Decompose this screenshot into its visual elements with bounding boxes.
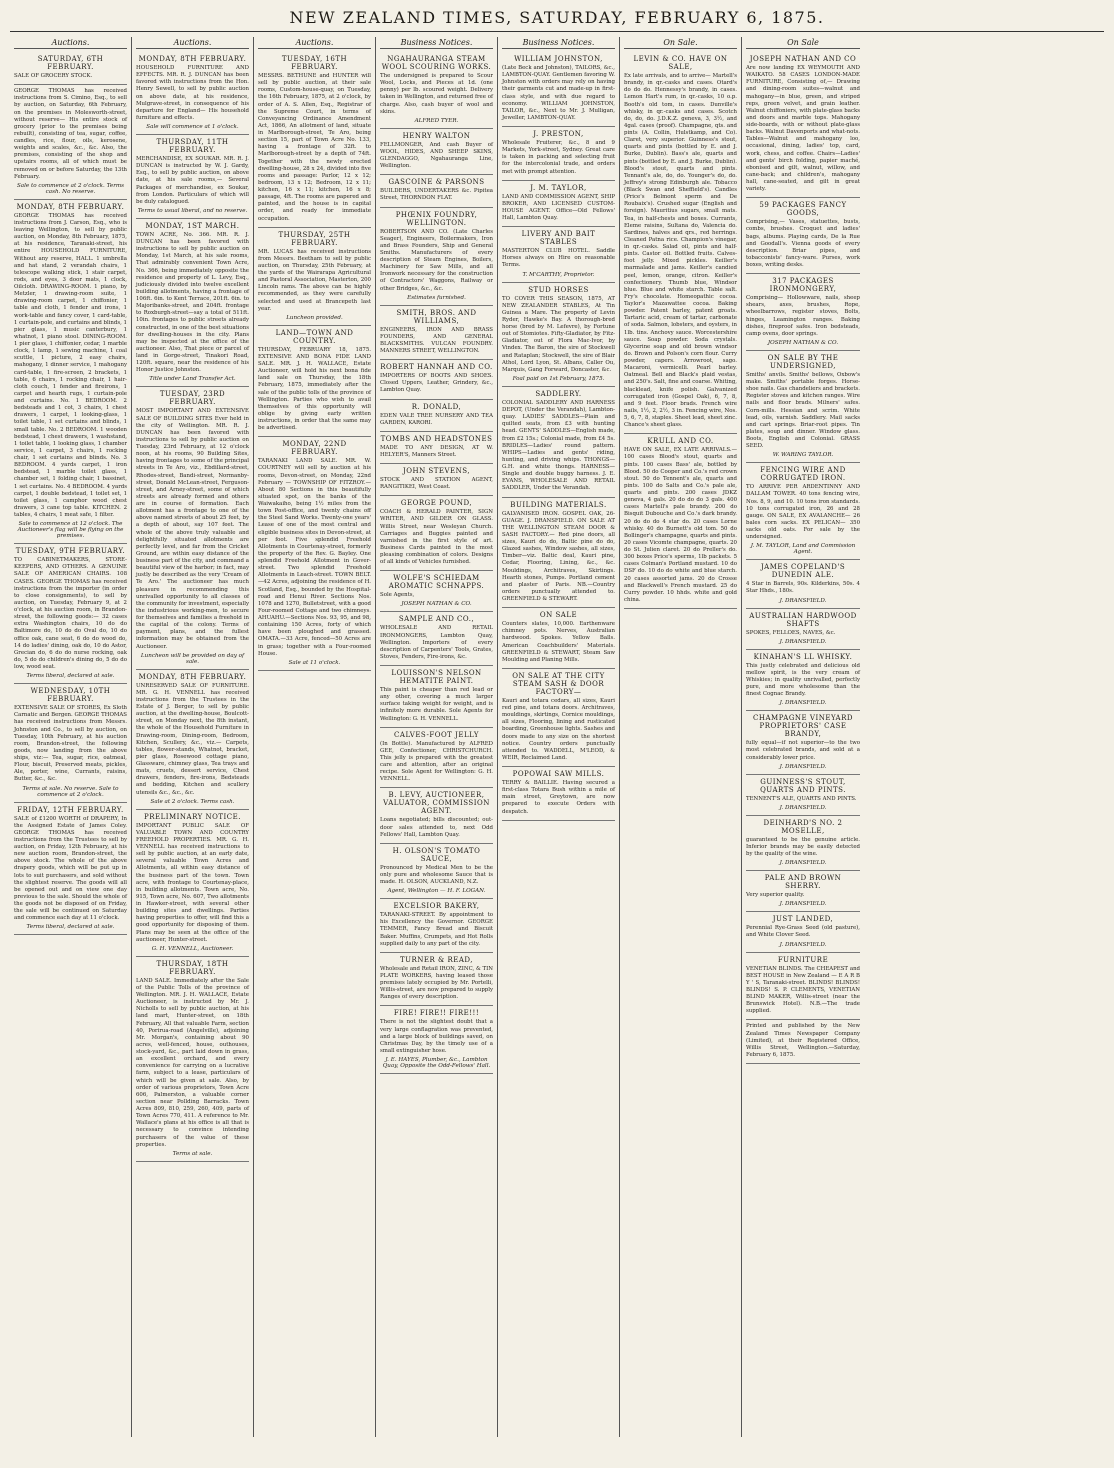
ad-body: TARANAKI LAND SALE. MR. W. COURTNEY will sell by auction at his rooms, Devon-street, on Monday, 22nd February — TOWNSHIP OF FITZROY.—About 80 Sections in this beautifully situated spot, on the banks of the Waiwakaiho, being 1½ miles from the town Post-office, and twenty chains off the Steel Sand Works. Twenty-one years' Lease of one of the most central and eligible business sites in Devon-street, at per foot. Five splendid Freehold Allotments in Courtenay-street, formerly the property of the Rev. G. Bayley. One splendid Freehold Allotment in Gover-street. Two splendid Freehold Allotments in Leach-street. TOWN BELT.—42 Acres, adjoining the residence of H. Scotland, Esq., bounded by the Hospital-road and Henui River. Sections Nos. 1078 and 1270, Bulletstreet, with a good Four-roomed Cottage and two chimneys. AHUAHU.—Sections Nos. 93, 95, and 98, containing 150 Acres, forty of which have been ploughed and grassed. OMATA.—33 Acre, fenced—50 Acres are in grass; together with a Four-roomed House. [258, 458, 371, 657]
column-header: Business Notices. [502, 37, 615, 49]
ad-footer: JOSEPH NATHAN & CO. [767, 339, 839, 346]
ad-title: PRELIMINARY NOTICE. [143, 812, 241, 821]
advertisement [380, 899, 493, 953]
advertisement [746, 351, 860, 463]
ad-body: VENETIAN BLINDS. The CHEAPEST and BEST HOUSE in New Zealand — E A R B Y ' S, Taranaki-street. BLINDS! BLINDS! BLINDS! S. P. CLEMENTS, VENETIAN BLIND MAKER, Willis-street (near the Brunswick Hotel). N.B.—The trade supplied. [746, 965, 860, 1015]
ad-body: fully equal—if not superior—to the two most celebrated brands, and sold at a considerably lower price. [746, 740, 860, 761]
ad-footer: Terms at sale. No reserve. Sale to commence at 2 o'clock. [22, 785, 119, 798]
advertisement [746, 560, 860, 608]
ad-body: GEORGE THOMAS has received instructions from S. Cimino, Esq., to sell by auction, on Saturday, 6th February, on the premises in Molesworth-street, without reserve— His entire stock of grocery (prior to the premises being rebuilt), consisting of tea, sugar, coffee, candles, rice, flour, oils, kerosene, weights and scales, &c., &c. Also, the premises, consisting of the shop and upstairs rooms, all of which must be removed on or before Saturday, the 13th February. [14, 88, 127, 180]
ad-body: guaranteed to be the genuine article. Inferior brands may be easily detected by the quality of the wine. [746, 836, 860, 857]
ad-body: HAVE ON SALE, EX LATE ARRIVALS.— 100 cases Blood's stout, quarts and pints. 100 cases Bass' ale, bottled by Blood. 50 do Cooper and Co.'s red crown stout. 50 do Tennent's ale, quarts and pints. 100 do Salts and Co.'s pale ale, quarts and pints. 200 cases JDKZ geneva, 4 gals. 20 do do do 3 gals. 400 cases Martell's pale brandy. 200 do Bisquit Dubouche and Co.'s dark brandy. 20 do do do 4 star do. 20 cases Lorne whisky. 40 do Burnett's old tom. 50 do Bollinger's champagne, quarts and pints. 20 cases Vicomte champagne, quarts. 20 do St. Julien claret. 20 do Preller's do. 300 boxes Price's sperms, 1lb packets. 5 cases Colman's Portland mustard. 10 do DSF do. 10 do do white and blue starch. 20 cases assorted jams. 20 do Crosse and Blackwell's French mustard. 25 do Curry powder. 10 hhds. white and gold china. [624, 447, 737, 603]
ad-body: IMPORTERS OF BOOTS AND SHOES. Closed Uppers, Leather, Grindery, &c., Lambton Quay. [380, 373, 493, 394]
ad-footer: J. DRANSFIELD. [779, 700, 827, 707]
advertisement [380, 464, 493, 496]
columns-container [10, 37, 1104, 1437]
ad-footer: J. M. TAYLOR, Land and Commission Agent. [750, 543, 856, 556]
ad-body: IMPORTANT PUBLIC SALE OF VALUABLE TOWN AND COUNTRY FREEHOLD PROPERTIES. MR. G. H. VENNELL has received instructions to sell by public auction, at an early date, several valuable Town Acres and Allotments, all within easy distance of the business part of the town. Town acre, with frontage to Courtenay-place, in building allotments. Town acre, No. 915, Town acre, No. 607, Two allotments in Hawker-street, with several other building sites and dwellings. Parties having properties to offer, will find this a good opportunity for disposing of them. Plans may be seen at the office of the auctioneer, Hunter-street. [136, 822, 249, 943]
advertisement [380, 844, 493, 899]
advertisement [502, 498, 615, 609]
ad-body: TERRY & BAILLIE. Having secured a first-class Totara Bush within a mile of main street, Greytown, are now prepared to execute Orders with despatch. [502, 780, 615, 815]
advertisement [136, 810, 249, 957]
ad-title: NGAHAURANGA STEAM WOOL SCOURING WORKS. [381, 55, 492, 71]
ad-title: ON SALE [539, 611, 578, 620]
ad-body: SPOKES, FELLOES, NAVES, &c. [746, 629, 836, 636]
ad-title: EXCELSIOR BAKERY, [393, 902, 480, 911]
ad-footer: Sale at 11 o'clock. [288, 659, 341, 666]
ad-footer: Sale to commence at 12 o'clock. The Auctioneer's flag will be flying on the premises. [17, 521, 124, 540]
ad-body: Are now landing EX WEYMOUTH AND WAIKATO. 58 CASES LONDON-MADE FURNITURE, Consisting of,— Drawing and dining-room suites—walnut and mahogany—in blue, green, and striped reps, green velvet, and grain leather. Walnut chiffoniers, with plate-glass backs and doors and marble tops. Mahogany side-boards, with or without plate-glass backs. Walnut Davenports and what-nots. Tables—Walnut and mahogany loo, occasional, dining, ladies' top, card, work, chess, and coffee. Chairs—Ladies' and gents' birch folding, papier maché, ebonised and gilt, walnut, willow, and cane-back; and children's, mahogany hall, cane-seated, and gilt in great variety. [746, 65, 860, 193]
column [620, 37, 742, 1437]
ad-title: CHAMPAGNE VINEYARD PROPRIETORS' CASE BRANDY, [753, 714, 853, 739]
masthead: NEW ZEALAND TIMES, SATURDAY, FEBRUARY 6, 1875. [10, 8, 1104, 32]
ad-title: MONDAY, 1ST MARCH. [145, 221, 240, 230]
ad-footer: Foal paid on 1st February, 1875. [512, 375, 605, 382]
advertisement [14, 803, 127, 936]
advertisement [136, 52, 249, 135]
ad-body: EDEN VALE TREE NURSERY AND TEA GARDEN, KARORI. [380, 412, 493, 426]
ad-title: FURNITURE [777, 955, 829, 964]
ad-title: STUD HORSES [528, 285, 589, 294]
ad-body: Perennial Rye-Grass Seed (old pasture), and White Clover Seed. [746, 925, 860, 939]
ad-footer: ALFRED TYER. [414, 117, 459, 124]
ad-title: KINAHAN'S LL WHISKY. [753, 652, 853, 661]
advertisement [380, 129, 493, 176]
ad-body: STOCK AND STATION AGENT, RANGITIKEI, West Coast. [380, 477, 493, 491]
advertisement [14, 200, 127, 544]
ad-title: LIVERY AND BAIT STABLES [521, 230, 596, 247]
ad-footer: Terms liberal, declared at sale. [26, 673, 115, 680]
ad-body: LAND AND COMMISSION AGENT, SHIP BROKER, AND LICENSED CUSTOM-HOUSE AGENT. Office—Old Fellows' Hall, Lambton Quay. [502, 193, 615, 221]
ad-body: Very superior quality. [746, 892, 805, 899]
advertisement [258, 437, 371, 671]
ad-footer: J. E. HAYES, Plumber, &c., Lambton Quay, Opposite the Odd-Fellows' Hall. [382, 1057, 491, 1069]
column-header: Business Notices. [380, 37, 493, 49]
ad-title: JUST LANDED, [772, 915, 834, 924]
ad-body: Sole Agents, [380, 592, 415, 599]
ad-footer: Luncheon provided. [286, 314, 343, 321]
advertisement [14, 684, 127, 802]
advertisement [136, 957, 249, 1162]
column-header: Auctions. [14, 37, 127, 49]
ad-body: GALVANISED IRON. GOSPEL OAK, 26-GUAGE. J. DRANSFIELD. ON SALE AT THE WELLINGTON STEAM DOOR & SASH FACTORY.— Red pine doors, all sizes, Kauri do do, Baltic pine do do, Glazed sashes, Window sashes, all sizes, Timber—viz. Baltic deal, Kauri pine, Cedar, Flooring, Lining, &c., &c. Mouldings, Architraves, Skirtings. Hearth stones, Pumps. Portland cement and plaster of Paris. NB.—Country orders punctually attended to. GREENFIELD & STEWART. [502, 510, 615, 602]
advertisement [502, 52, 615, 127]
ad-body: UNRESERVED SALE OF FURNITURE. MR. G. H. VENNELL has received instructions from the Trustees in the Estate of J. Berger, to sell by public auction, at the dwelling-house, Boulcott-street, on Monday next, the 8th instant, the whole of the Household Furniture in Drawing-room, Dining-room, Bedroom, Kitchen, Scullery, &c., viz.— Carpets, tables, flower-stands, Whatnot, bracket, pier glass, Rosewood cottage piano, Glassware, chimney glass, Tea trays and mats, cruets, dessert service, Chest drawers, fenders, fire-irons, Bedsteads and bedding, Kitchen and scullery utensils &c., &c., &c. [136, 682, 249, 796]
ad-title: FENCING WIRE AND CORRUGATED IRON. [760, 466, 846, 483]
ad-body: HOUSEHOLD FURNITURE AND EFFECTS. MR. R. J. DUNCAN has been favored with instructions from the Hon. Henry Sewell, to sell by public auction on above date, at his residence, Mulgrave-street, in consequence of his departure for England— His household furniture and effects. [136, 65, 249, 121]
advertisement [380, 360, 493, 399]
ad-title: FRIDAY, 12TH FEBRUARY. [17, 805, 124, 814]
column [376, 37, 498, 1437]
ad-footer: Sale to commence at 2 o'clock. Terms cash. No reserve. [16, 182, 125, 195]
advertisement [502, 283, 615, 387]
ad-title: KRULL AND CO. [647, 437, 714, 446]
ad-title: PHŒNIX FOUNDRY, WELLINGTON. [395, 210, 478, 227]
column-header: On Sale [746, 37, 860, 49]
ad-title: AUSTRALIAN HARDWOOD SHAFTS [749, 611, 857, 628]
ad-body: TENNENT'S ALE, QUARTS AND PINTS. [746, 795, 857, 802]
ad-footer: J. DRANSFIELD. [779, 804, 827, 811]
ad-body: 4 Star in Barrels, 90s. Kilderkins, 50s. 4 Star Hhds., 180s. [746, 581, 860, 595]
advertisement [746, 52, 860, 198]
ad-title: GEORGE POUND, [400, 499, 473, 508]
advertisement [136, 387, 249, 669]
advertisement [502, 767, 615, 821]
ad-title: GUINNESS'S STOUT, QUARTS AND PINTS. [760, 777, 846, 794]
ad-title: JAMES COPELAND'S DUNEDIN ALE. [760, 563, 846, 580]
ad-footer: J. DRANSFIELD. [779, 860, 827, 867]
ad-title: WILLIAM JOHNSTON, [514, 55, 603, 63]
advertisement [746, 816, 860, 871]
ad-body: TO ARRIVE PER ARDENTINNY AND DALLAM TOWER. 40 tons fencing wire, Nos. 8, 9, and 10. 10 tons iron standards. 10 tons corrugated iron, 26 and 28 gauge. ON SALE, EX AVALANCHE— 26 bales corn sacks. EX PELICAN— 350 sacks old oats. For sale by the undersigned. [746, 484, 860, 541]
ad-title: 317 PACKAGES IRONMONGERY, [769, 277, 837, 294]
ad-body: COACH & HERALD PAINTER, SIGN WRITER, AND GILDER ON GLASS. Willis Street, near Wesleyan Church. Carriages and Buggies painted and varnished in the first style of art. Business Cards painted in the most pleasing combination of colors. Designs of all kinds of Vehicles furnished. [380, 509, 493, 566]
column-header: Auctions. [136, 37, 249, 49]
ad-title: FIRE! FIRE!! FIRE!!! [393, 1009, 480, 1018]
ad-title: THURSDAY, 18TH FEBRUARY. [156, 959, 229, 976]
ad-footer: J. DRANSFIELD. [779, 597, 827, 604]
ad-title: JOSEPH NATHAN AND CO [749, 55, 857, 63]
ad-body: (In Bottle). Manufactured by ALFRED GEE, Confectioner, CHRISTCHURCH. This jelly is prepared with the greatest care and attention, after an original recipe. Sole Agent for Wellington: G. H. VENNELL. [380, 740, 493, 783]
ad-title: TOMBS AND HEADSTONES [380, 434, 493, 443]
advertisement [380, 400, 493, 432]
advertisement [136, 219, 249, 388]
ad-body: Loans negotiated; bills discounted; out-door sales attended to, next Odd Fellows' Hall, Lambton Quay. [380, 817, 493, 838]
advertisement [380, 953, 493, 1007]
ad-title: LOUISSON'S NELSON HEMATITE PAINT. [391, 669, 482, 685]
advertisement [380, 1006, 493, 1074]
ad-title: LAND—TOWN AND COUNTRY. [275, 328, 354, 345]
ad-title: MONDAY, 22ND FEBRUARY. [282, 440, 347, 457]
advertisement [380, 432, 493, 464]
ad-title: 59 PACKAGES FANCY GOODS, [759, 201, 847, 218]
ad-title: ON SALE BY THE UNDERSIGNED, [767, 353, 839, 370]
advertisement [746, 912, 860, 952]
ad-footer: J. DRANSFIELD. [779, 901, 827, 908]
advertisement [502, 127, 615, 181]
ad-title: J. PRESTON, [533, 130, 584, 138]
ad-body: There is not the slightest doubt that a very large conflagration was prevented, and a large block of buildings saved, on Christmas Day, by the timely use of a small extinguisher hose. [380, 1019, 493, 1054]
advertisement [746, 775, 860, 816]
ad-footer: Terms at sale. [172, 1150, 213, 1157]
ad-footer: J. DRANSFIELD. [779, 638, 827, 645]
advertisement [502, 608, 615, 669]
column-header: On Sale. [624, 37, 737, 49]
ad-body: LAND SALE. Immediately after the Sale of the Public Tolls of the province of Wellington. MR. J. H. WALLACE, Estate Auctioneer, is instructed by Mr. J. Nicholls to sell by public auction, at his land mart, Hunter-street, on 18th February, All that valuable Farm, section 40, Porirua-road (Angelville), adjoining Mr. Morgan's, containing about 90 acres, well-fenced, house, outhouses, stock-yard, &c., part laid down in grass, an excellent orchard, and every convenience for carrying on a lucrative farm, subject to a lease, particulars of which will be given at sale. Also, by order of various proprietors, Town Acre 606, Palmerston, a valuable corner section near Pollding Barracks. Town Acres 809, 810, 259, 260, 409, parts of Town Acres 770, 411. A reference to Mr. Wallace's plans at his office is all that is necessary to convince intending purchasers of the value of these properties. [136, 977, 249, 1148]
ad-body: Comprising,— Vases, statuettes, busts, combs, brushes. Croquet and ladies' bags, albums. Playing cards, De la Rue and Goodall's. Vienna goods of every description. Briar pipes, and tobacconists' fancy-ware. Purses, work boxes, writing desks. [746, 219, 860, 268]
ad-body: MERCHANDISE, EX SOUKAR. MR. R. J. DUNCAN is instructed by W. J. Gardy, Esq., to sell by public auction, on above date, at his sale rooms,— Several Packages of merchandise, ex Soukar, from London. Particulars of which will be duly catalogued. [136, 156, 249, 205]
ad-footer: Terms to usual liberal, and no reserve. [137, 207, 248, 214]
ad-title: PALE AND BROWN SHERRY. [764, 874, 842, 891]
ad-title: THURSDAY, 25TH FEBRUARY. [278, 230, 351, 247]
advertisement [746, 1020, 860, 1064]
ad-footer: T. M'CARTHY, Proprietor. [522, 271, 595, 278]
ad-title: BUILDING MATERIALS. [510, 500, 607, 509]
ad-body: Kauri and totara cedars, all sizes, Kauri red pine, and totara doors. Architraves, mouldings, skirtings, Cornice mouldings, all sizes, Flooring, lining and rusticated boarding, Greenhouse lights. Sashes and doors made to any size on the shortest notice. Country orders punctually attended to. WADDELL, M'LEOD, & WEIR, Reclaimed Land. [502, 697, 615, 761]
advertisement [380, 496, 493, 571]
advertisement [380, 571, 493, 612]
advertisement [14, 544, 127, 684]
column [254, 37, 376, 1437]
ad-title: SMITH, BROS. AND WILLIAMS, [396, 308, 477, 325]
ad-title: SATURDAY, 6TH FEBRUARY. [37, 55, 104, 71]
advertisement [502, 227, 615, 282]
advertisement [746, 609, 860, 650]
ad-footer: Terms liberal, declared at sale. [26, 924, 115, 931]
ad-body: TOWN ACRE, No. 366. MR. R. J. DUNCAN has been favored with instructions to sell by public auction on Monday, 1st March, at his sale rooms, That admirably convenient Town Acre, No. 366, being immediately opposite the residence and property of L. Levy, Esq., judiciously divided into twelve excellent building allotments, having a frontage of 106ft. 6in. to Kent Terrace, 201ft. 6in. to Majoribanks-street, and 204ft. frontage to Roxburgh-street—say a total of 511ft. 10in. frontages to public streets already constructed, in one of the best situations for dwelling-houses in the city. Plans may be inspected at the office of the auctioneer. Also, That piece or parcel of land in Gorge-street, Tinakori Road, 120ft. square, near the residence of his Honor Justice Johnston. [136, 231, 249, 374]
advertisement [746, 274, 860, 351]
ad-title: TUESDAY, 9TH FEBRUARY. [15, 547, 126, 556]
ad-body: Ex late arrivals, and to arrive— Martell's brandy, in qr.-casks and cases. Otard's do do do. Hennessy's brandy, in cases. Lemon Hart's rum, in qr.-casks, 10 o.p. Booth's old tom, in cases. Dunville's whisky, in qr.-casks and cases. Scotch do, do, do. J.D.K.Z. geneva, 3, 3½, and 4gal. cases (proof). Champagne, qts. and pints (A. Collin, Hulstkamp, and Co). Claret, very superior. Guinness's stout, quarts and pints (bottled by E. and J. Burke, Dublin). Bass's ale, quarts and pints (bottled by E. and J. Burke, Dublin). Blood's stout, quarts and pints. Tennant's ale, do, do. Younger's do, do. Jeffrey's strong Edinburgh ale. Tobacco (Black Swan and Sheffield's). Candles (Price's Belmont sperm and De Roubaix's). Crushed sugar (English and foreign). Mauritius sugars, small mats. Tea, in half-chests and boxes. Currants, Eleme raisins, Sultana do, Valencia do. Sardines, halves and qrs., red herrings. Cleaned Patna rice. Champion's vinegar, in qr.-casks. Salad oil, pints and half-pints. Castor oil. Bottled fruits. Calves-foot jelly. Mixed pickles. Keiller's marmalade and jams. Keiller's candied peel, lemon, orange, citron. Keiller's confectionery. Thumb blue, Windsor blue. Blue and white starch. Table salt. Fry's chocolate. Homeopathic cocoa. Taylor's Mazawattee cocoa. Baking powder. Patent barley, patent groats. Tartaric acid, cream of tartar, carbonate of soda. Salmon, lobsters, and oysters, in 1lb. tins. Anchovy sauce. Worcestershire sauce. Soap powder. Soda crystals. Glycerine soap and old brown windsor do. Brown and Polson's corn flour. Curry powder, capers. Arrowroot, sago. Macaroni, vermicelli. Pearl barley. Oatmeal. Bell and Black's plaid vestas, and 250's. Salt, fine and coarse. Whiting, blacklead, knife polish. Galvanized corrugated iron (Gospel Oak), 6, 7, 8, and 9 feet. Floor brads. French wire nails, 1½, 2, 2½, 3 in. Fencing wire, Nos. 5, 6, 7, 8, staples. Sheet lead, sheet zinc. Chance's sheet glass. [624, 73, 737, 429]
ad-title: HENRY WALTON [402, 131, 471, 140]
advertisement [380, 208, 493, 306]
advertisement [380, 728, 493, 789]
advertisement [14, 52, 127, 85]
ad-footer: JOSEPH NATHAN & CO. [401, 601, 472, 608]
advertisement [380, 612, 493, 666]
ad-body: This paint is cheaper than red lead or any other, covering a much larger surface taking weight for weight, and is infinitely more durable. Sole Agents for Wellington: G. H. VENNELL. [380, 687, 493, 722]
column [132, 37, 254, 1437]
ad-body: MR. LUCAS has received instructions from Messrs. Beetham to sell by public auction, on Thursday, 25th February, at the yards of the Wairarapa Agricultural and Pastoral Association, Masterton, 200 Lincoln rams. The above can be highly recommended, as they were carefully selected and used at Brancepeth last year. [258, 248, 371, 312]
ad-footer: J. DRANSFIELD. [779, 941, 827, 948]
ad-title: H. OLSON'S TOMATO SAUCE, [392, 846, 481, 863]
advertisement [258, 228, 371, 326]
ad-body: TO CABINETMAKERS, STORE-KEEPERS, AND OTHERS. A GENUINE SALE OF AMERICAN CHAIRS. 108 CASES. GEORGE THOMAS has received instructions from the importer (in order to close consignments), to sell by auction, on Tuesday, February 9, at 2 o'clock, at his auction room, in Brandon-street, the following goods:— 32 cases extra Washington chairs, 10 do do Baltimore do, 10 do do Oval do, 10 do office oak, cane seat, 6 do do wood do, 14 do ladies' dining, oak do, 10 do Astor, Grecian do, 6 do do nurse rocking, oak do, 5 do do children's dining do, 5 do do low, wood seat. [14, 557, 127, 670]
ad-footer: G. H. VENNELL, Auctioneer. [151, 945, 234, 952]
ad-title: MONDAY, 8TH FEBRUARY. [138, 672, 247, 681]
ad-body: THURSDAY, FEBRUARY 18, 1875. EXTENSIVE AND BONA FIDE LAND SALE. MR. J. H. WALLACE, Estate Auctioneer, will hold his next bona fide land sale on Thursday, the 18th February, 1875, immediately after the sale of the public tolls of the province of Wellington. Parties who wish to avail themselves of this opportunity will oblige by giving early written instructions, in order that the same may be advertised. [258, 346, 371, 432]
ad-title: TUESDAY, 16TH FEBRUARY. [281, 55, 348, 71]
ad-body: (Late Beck and Johnston), TAILORS, &c., LAMBTON-QUAY. Gentlemen favoring W. Johnston with orders may rely on having their garments cut and made-up in first-class style, and with due regard to economy. WILLIAM JOHNSTON, TAILOR, &c., Next to Mr. J. Mulligan, Jeweller, LAMBTON-QUAY. [502, 65, 615, 121]
advertisement [380, 175, 493, 207]
ad-title: CALVES-FOOT JELLY [394, 730, 479, 739]
ad-body: Wholesale Fruiterer, &c., 8 and 9 Markets, York-street, Sydney. Great care is taken in packing and selecting fruit for the intercolonial trade, and orders met with prompt attention. [502, 140, 615, 175]
advertisement [624, 52, 737, 434]
advertisement [380, 306, 493, 361]
ad-footer: Title under Land Transfer Act. [149, 376, 236, 383]
column [498, 37, 620, 1437]
ad-body: BUILDERS, UNDERTAKERS &c. Pipitea Street, THORNDON FLAT. [380, 188, 493, 202]
advertisement [380, 52, 493, 129]
ad-title: ON SALE AT THE CITY STEAM SASH & DOOR FACTORY— [512, 671, 605, 696]
ad-title: LEVIN & CO. HAVE ON SALE, [633, 55, 728, 71]
advertisement [502, 669, 615, 767]
ad-body: Counters slates, 10,000. Earthenware chimney pots. Nerves, Australian hardwood. Spokes. Yellow Balls. American Coachbuilders' Materials. GREENFIELD & STEWART, Steam Saw Moulding and Planing Mills. [502, 621, 615, 663]
ad-body: MOST IMPORTANT AND EXTENSIVE SALE OF BUILDING SITES Ever held in the city of Wellington. MR. R. J. DUNCAN has been favored with instructions to sell by public auction on Tuesday, 23rd February, at 12 o'clock noon, at his rooms, 90 Building Sites, having frontages to some of the principal streets in Te Aro, viz., Ebdillard-street, Rhodes-street, Bandi-street, Normanby-street, Donald McLean-street, Ferguson-street, and Arney-street, some of which streets are already formed and others are in course of formation. Each allotment has a frontage to one of the above named streets of about 25 feet, by a depth of about, say 107 feet. The whole of the above truly valuable and delightfully situated allotments are perfectly level, and far from the Cricket Ground, are within easy distance of the business part of the city, and command a beautiful view of the harbor; in fact, may justly be described as the very 'Cream of Te Aro.' The auctioneer has much pleasure in recommending this unrivalled opportunity to all classes of the community for investment, especially the industrious working-men, to secure for themselves and families a freehold in the capital of the colony. Terms of payment, plans, and the fullest information may be obtained from the Auctioneer. [136, 408, 249, 650]
advertisement [746, 198, 860, 274]
column-header: Auctions. [258, 37, 371, 49]
ad-title: WEDNESDAY, 10TH FEBRUARY. [30, 687, 111, 704]
advertisement [380, 666, 493, 728]
ad-body: The undersigned is prepared to Scour Wool, Locks, and Pieces at 1d. (one penny) per lb. scoured weight. Delivery taken in Wellington, and returned free of charge. Also, cash buyer of wool and skins. [380, 73, 493, 115]
advertisement [746, 650, 860, 712]
ad-body: ENGINEERS, IRON AND BRASS FOUNDERS, AND GENERAL BLACKSMITHS. VULCAN FOUNDRY. MANNERS STREET, WELLINGTON. [380, 326, 493, 354]
ad-footer: Luncheon will be provided on day of sale. [140, 652, 245, 665]
advertisement [136, 135, 249, 219]
ad-footer: Agent, Wellington — H. F. LOGAN. [387, 888, 486, 895]
advertisement [746, 871, 860, 912]
ad-body: Pronounced by Medical Men to be the only pure and wholesome Sauce that is made. H. OLSON, AUCKLAND, N.Z. [380, 864, 493, 885]
ad-title: TUESDAY, 23RD FEBRUARY. [159, 390, 226, 407]
ad-title: SADDLERY. [535, 389, 582, 398]
ad-footer: Sale at 2 o'clock. Terms cash. [150, 798, 235, 805]
advertisement [746, 953, 860, 1021]
ad-title: THURSDAY, 11TH FEBRUARY. [156, 138, 229, 154]
advertisement [502, 387, 615, 498]
advertisement [502, 181, 615, 228]
ad-body: ROBERTSON AND CO. (Late Charles Seager), Engineers, Boilermakers, Iron and Brass Founders, Ship and General Smiths. Manufacturers of every description of Steam Engines, Boilers, Machinery for Saw Mills, and all Ironwork necessary for the construction of Contractors' Waggons, Railway or other Bridges, &c., &c. [380, 228, 493, 292]
ad-body: Smiths' anvils. Smiths' bellows, Oxbow's make. Smiths' portable forges. Horse-shoe nails. Gas chandeliers and brackets. Register stoves and kitchen ranges. Wire nails and floor brads. Milners' safes. Corn-mills. Hessian and scrim. White lead, oils, varnish. Saddlery. Mail sacks and cart springs. Briar-root pipes. Tin plates, soup and dinner. Window glass. Boots, English and Colonial. GRASS SEED. [746, 371, 860, 450]
ad-body: SALE OF GROCERY STOCK. [14, 73, 93, 79]
advertisement [624, 434, 737, 609]
advertisement [258, 52, 371, 228]
newspaper-page [10, 8, 1104, 1452]
ad-body: Wholesale and Retail IRON, ZINC, & TIN PLATE WORKERS, having leased those premises lately occupied by Mr. Portelli, Willis-street, are now prepared to supply Ranges of every description. [380, 965, 493, 1001]
ad-title: B. LEVY, AUCTIONEER, VALUATOR, COMMISSION AGENT. [383, 791, 490, 816]
ad-title: ROBERT HANNAH AND CO. [380, 363, 493, 372]
ad-footer: W. WARING TAYLOR. [772, 452, 834, 459]
advertisement [746, 463, 860, 560]
advertisement [136, 670, 249, 810]
ad-footer: Sale will commence at 1 o'clock. [146, 124, 239, 130]
ad-title: TURNER & READ, [399, 955, 474, 964]
ad-body: SALE of £1200 WORTH of DRAPERY, In the Assigned Estate of James Coley. GEORGE THOMAS has received instructions from the Trustees to sell by auction, on Friday, 12th February, at his new auction room, Brandon-street, the above stock. The whole of the above drapery goods, which will be put up in lots to suit purchasers, and sold without the slightest reserve. The goods will all be opened out and on view one day previous to the sale. Should the whole of the goods not be disposed of on Friday, the sale will be continued on Saturday and commence each day at 11 o'clock. [14, 815, 127, 922]
ad-title: GASCOINE & PARSONS [388, 178, 485, 187]
column [10, 37, 132, 1437]
ad-title: R. DONALD, [411, 402, 462, 411]
ad-title: POPOWAI SAW MILLS. [512, 770, 605, 778]
ad-body: EXTENSIVE SALE OF STORES, Ex Sloth Carnatic and Bergen. GEORGE THOMAS has received instructions from Messrs. Johnston and Co., to sell by auction, on Tuesday, 10th February, at his auction room, Brandon-street, the following goods, now landing from the above ships, viz:— Tea, sugar, rice, oatmeal, Flour, biscuit, Preserved meats, pickles, Ale, porter, wine, Currants, raisins, Butter, &c., &c. [14, 705, 127, 783]
ad-body: TO COVER THIS SEASON, 1875, AT NEW ZEALANDER STABLES, At Tin Guinea a Mare. The property of Levin Ryder, Hawke's Bay. A thorough-bred horse (bred by M. Lefevre), by Fortune out of Stomiotes. Fifty-Gladiator, by Fitz-Gladiator, out of Flora Mac-Ivor, by Vindex. The Baron, the sire of Stockwell and Rataplan; Stockwell, the sire of Blair Athol, Lord Lyon, St. Albans, Caller Ou, Marquis, Gang Forward, Doncaster, &c. [502, 295, 615, 373]
advertisement [380, 788, 493, 843]
ad-footer: Estimates furnished. [407, 294, 466, 301]
ad-title: J. M. TAYLOR, [530, 183, 587, 192]
column [742, 37, 864, 1437]
ad-title: SAMPLE AND CO., [398, 615, 475, 624]
ad-body: FELLMONGER, And cash Buyer of WOOL, HIDES, AND SHEEP SKINS, GLENDAGGO, Ngahauranga Line, Wellington. [380, 141, 493, 170]
ad-body: Printed and published by the New Zealand Times Newspaper Company (Limited), at their Registered Office, Willis Street, Wellington.—Saturday, February 6, 1875. [746, 1023, 860, 1058]
advertisement [746, 711, 860, 774]
ad-body: MADE TO ANY DESIGN, AT W. HELYER'S, Manners Street. [380, 444, 493, 458]
advertisement [14, 85, 127, 200]
ad-body: Comprising— Hollowware, nails, sheep shears, axes, brushes, Rope, wheelbarrows, register stoves, Bolts, hinges, Leamington ranges. Baking dishes, fireproof safes. Iron bedsteads, camp ovens, door springs. [746, 295, 860, 337]
ad-title: MONDAY, 8TH FEBRUARY. [16, 202, 125, 211]
ad-body: COLONIAL SADDLERY AND HARNESS DEPOT, (Under the Verandah), Lambton-quay. LADIES' SADDLES—Plain and quilted seats, from £3 with hunting head. GENTS' SADDLES—English made, from £2 15s.; Colonial made, from £4 5s. BRIDLES—Ladies' round pattern. WHIPS—Ladies and gents' riding, hunting, and driving whips. THONGS—G.H. and white thongs. HARNESS—Single and double buggy harness. J. E. EVANS, WHOLESALE AND RETAIL SADDLER, Under the Verandah. [502, 399, 615, 492]
ad-body: This justly celebrated and delicious old mellow spirit, is the very cream of Whiskies; in quality unrivalled, perfectly pure, and more wholesome than the finest Cognac Brandy. [746, 662, 860, 698]
ad-body: GEORGE THOMAS has received instructions from J. Carson, Esq., who is leaving Wellington, to sell by public auction, on Monday, 8th February, 1875, at his residence, Taranaki-street, his entire HOUSEHOLD FURNITURE, Without any reserve, HALL. 1 umbrella and hat stand, 2 verandah chairs, 1 telescope walking stick, 1 stair carpet, rods, and eyes, 3 door mats, 1 clock, Oilcloth. DRAWING-ROOM. 1 piano, by Metzler, 1 drawing-room suite, 1 drawing-room carpet, 1 chiffonier, 1 table and cloth, 1 fender and irons, 1 work-table and fancy cover, 1 card-table, 1 curtain-pole, and curtains and blinds, 1 pier glass, 1 music canterbury, 1 whatnot, 1 piano stool. DINING-ROOM. 1 pier glass, 1 chiffonier, cedar, 1 marble clock, 1 lamp, 1 sewing machine, 1 coal scuttle, 1 picture, 2 easy chairs, mahogany, 1 dinner service, 1 mahogany card-table, 1 fire-screen, 2 brackets, 1 table, 6 chairs, 1 rocking chair, 1 hair-cloth couch, 1 fender and fireirons, 1 carpet and hearth rugs, 1 curtain-pole and curtains. No. 1 BEDROOM. 2 bedsteads and 1 cot, 3 chairs, 1 chest drawers, 1 carpet, 1 looking-glass, 1 toilet table, 1 set curtains and blinds, 1 small table. No. 2 BEDROOM. 1 wooden bedstead, 1 chest drawers, 1 washstand, 1 toilet table, 1 looking glass, 1 chamber service, 1 carpet, 3 chairs, 1 rocking chair, 1 set curtains and blinds. No. 3 BEDROOM. 4 yards carpet, 1 iron bedstead, 1 marble toilet glass, 1 chamber set, 1 folding chair, 1 bassinet, 1 set curtains. No. 4 BEDROOM. 4 yards carpet, 1 double bedstead, 1 toilet set, 1 toilet glass, 1 camphor wood chest drawers, 3 cane top table. KITCHEN. 2 tables, 4 chairs, 1 meat safe, 1 filter. [14, 212, 127, 518]
ad-body: WHOLESALE AND RETAIL IRONMONGERS, Lambton Quay, Wellington. Importers of every description of Carpenters' Tools, Grates, Stoves, Fenders, Fire-irons, &c. [380, 625, 493, 660]
ad-title: JOHN STEVENS, [402, 467, 471, 475]
ad-title: DEINHARD'S NO. 2 MOSELLE, [763, 818, 843, 835]
ad-body: MASTERTON CLUB HOTEL. Saddle Horses always on Hire on reasonable Terms. [502, 248, 615, 269]
ad-body: MESSRS. BETHUNE and HUNTER will sell by public auction, at their sale rooms, Custom-house-quay, on Tuesday, the 16th February, 1875, at 2 o'clock, by order of A. S. Allen, Esq., Registrar of the Supreme Court, in terms of Conveyancing Ordinance Amendment Act, 1866, An allotment of land, situate in Marlborough-street, Te Aro, being section 15, part of Town Acre No. 133, having a frontage of 32ft. to Marlborough-street by a depth of 74ft. Together with the newly erected dwelling-house, 28 x 24, divided into five rooms and passage: Parlor, 12 x 12; bedroom, 13 x 12; Bedroom, 12 x 11; kitchen, 16 x 11; kitchen, 16 x 8; passage, 4ft. The rooms are papered and painted, and the house is in capital order, and ready for immediate occupation. [258, 73, 371, 222]
ad-body: TARANAKI-STREET. By appointment to his Excellency the Governor. GEORGE TEMMER, Fancy Bread and Biscuit Baker. Muffins, Crumpets, and Hot Rolls supplied daily to any part of the city. [380, 912, 493, 947]
advertisement [258, 326, 371, 438]
ad-title: MONDAY, 8TH FEBRUARY. [138, 55, 247, 63]
ad-title: WOLFE'S SCHIEDAM AROMATIC SCHNAPPS. [388, 574, 485, 591]
ad-footer: J. DRANSFIELD. [779, 763, 827, 770]
